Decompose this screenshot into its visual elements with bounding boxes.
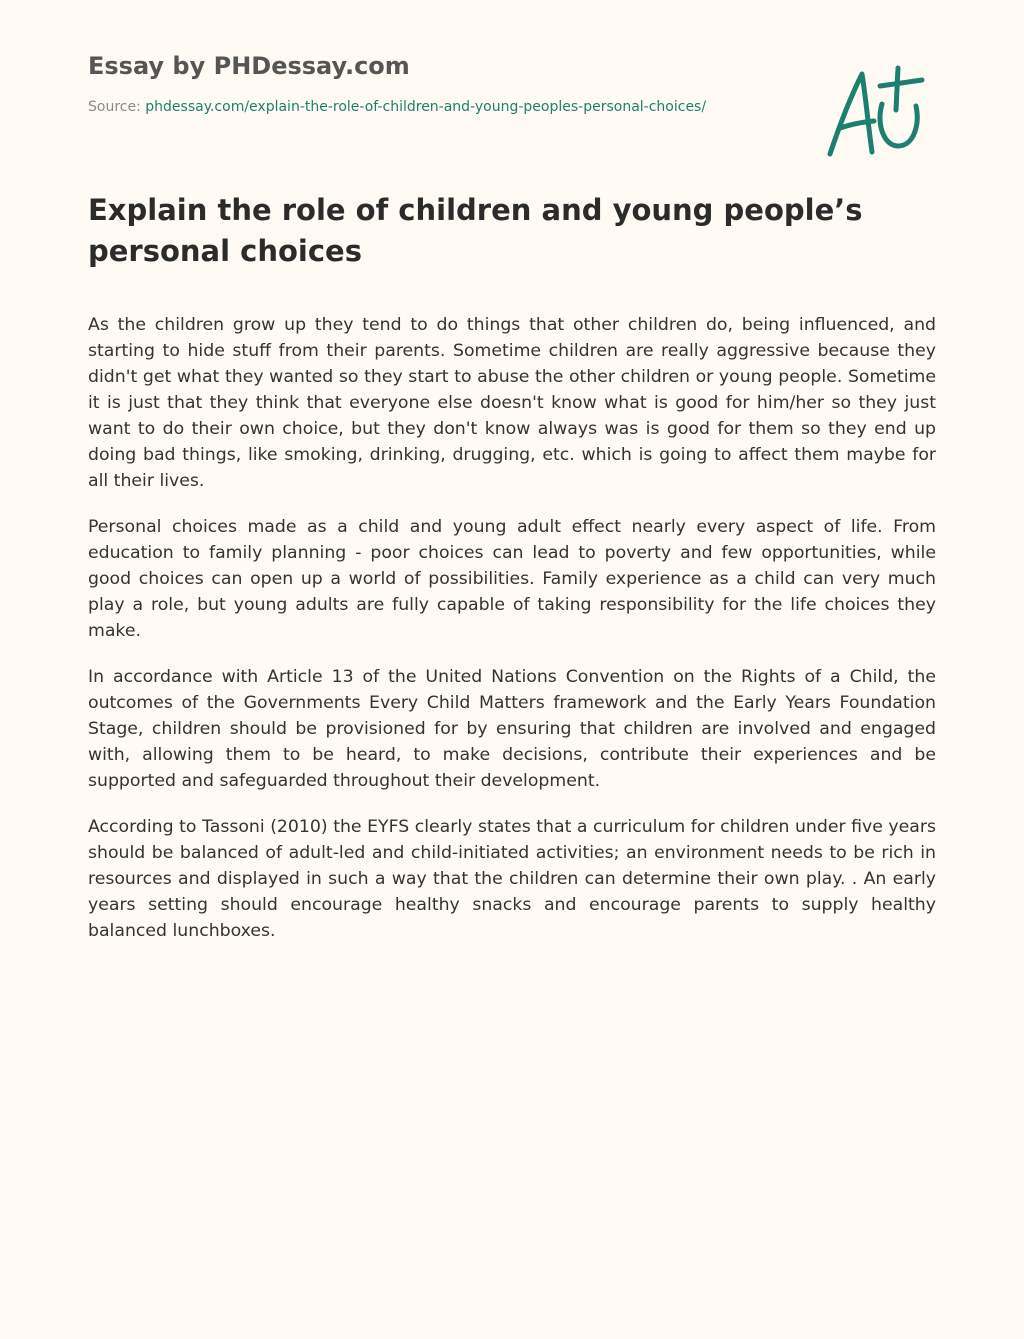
source-link[interactable]: phdessay.com/explain-the-role-of-children-and-young-peoples-personal-choices/ (145, 99, 707, 115)
source-label: Source: (88, 99, 146, 115)
page-header (88, 50, 788, 116)
essay-paragraph: Personal choices made as a child and young adult effect nearly every aspect of life. From education to family planning - poor choices can lead to poverty and few opportunities, while good choices can open up a world of possibilities. Family experience as a child can very much play a role, but young adults are fully capable of taking responsibility for the life choices they make. (88, 517, 936, 641)
a-plus-grade-icon (822, 64, 932, 164)
source-line (88, 98, 788, 116)
site-brand: Essay by PHDessay.com (88, 52, 410, 80)
essay-paragraph: As the children grow up they tend to do things that other children do, being influenced, and starting to hide stuff from their parents. Sometime children are really aggressive because they didn't get what they wanted so they start to abuse the other children or young people. Sometime it is just that they think that everyone else doesn't know what is good for him/her so they just want to do their own choice, but they don't know always was is good for them so they end up doing bad things, like smoking, drinking, drugging, etc. which is going to affect them maybe for all their lives. (88, 315, 936, 491)
essay-body (88, 312, 936, 964)
essay-paragraph: According to Tassoni (2010) the EYFS clearly states that a curriculum for children under five years should be balanced of adult-led and child-initiated activities; an environment needs to be rich in resources and displayed in such a way that the children can determine their own play. . An early years setting should encourage healthy snacks and encourage parents to supply healthy balanced lunchboxes. (88, 817, 936, 941)
essay-paragraph: In accordance with Article 13 of the United Nations Convention on the Rights of a Child, the outcomes of the Governments Every Child Matters framework and the Early Years Foundation Stage, children should be provisioned for by ensuring that children are involved and engaged with, allowing them to be heard, to make decisions, contribute their experiences and be supported and safeguarded throughout their development. (88, 667, 936, 791)
essay-title: Explain the role of children and young people’s personal choices (88, 193, 863, 268)
